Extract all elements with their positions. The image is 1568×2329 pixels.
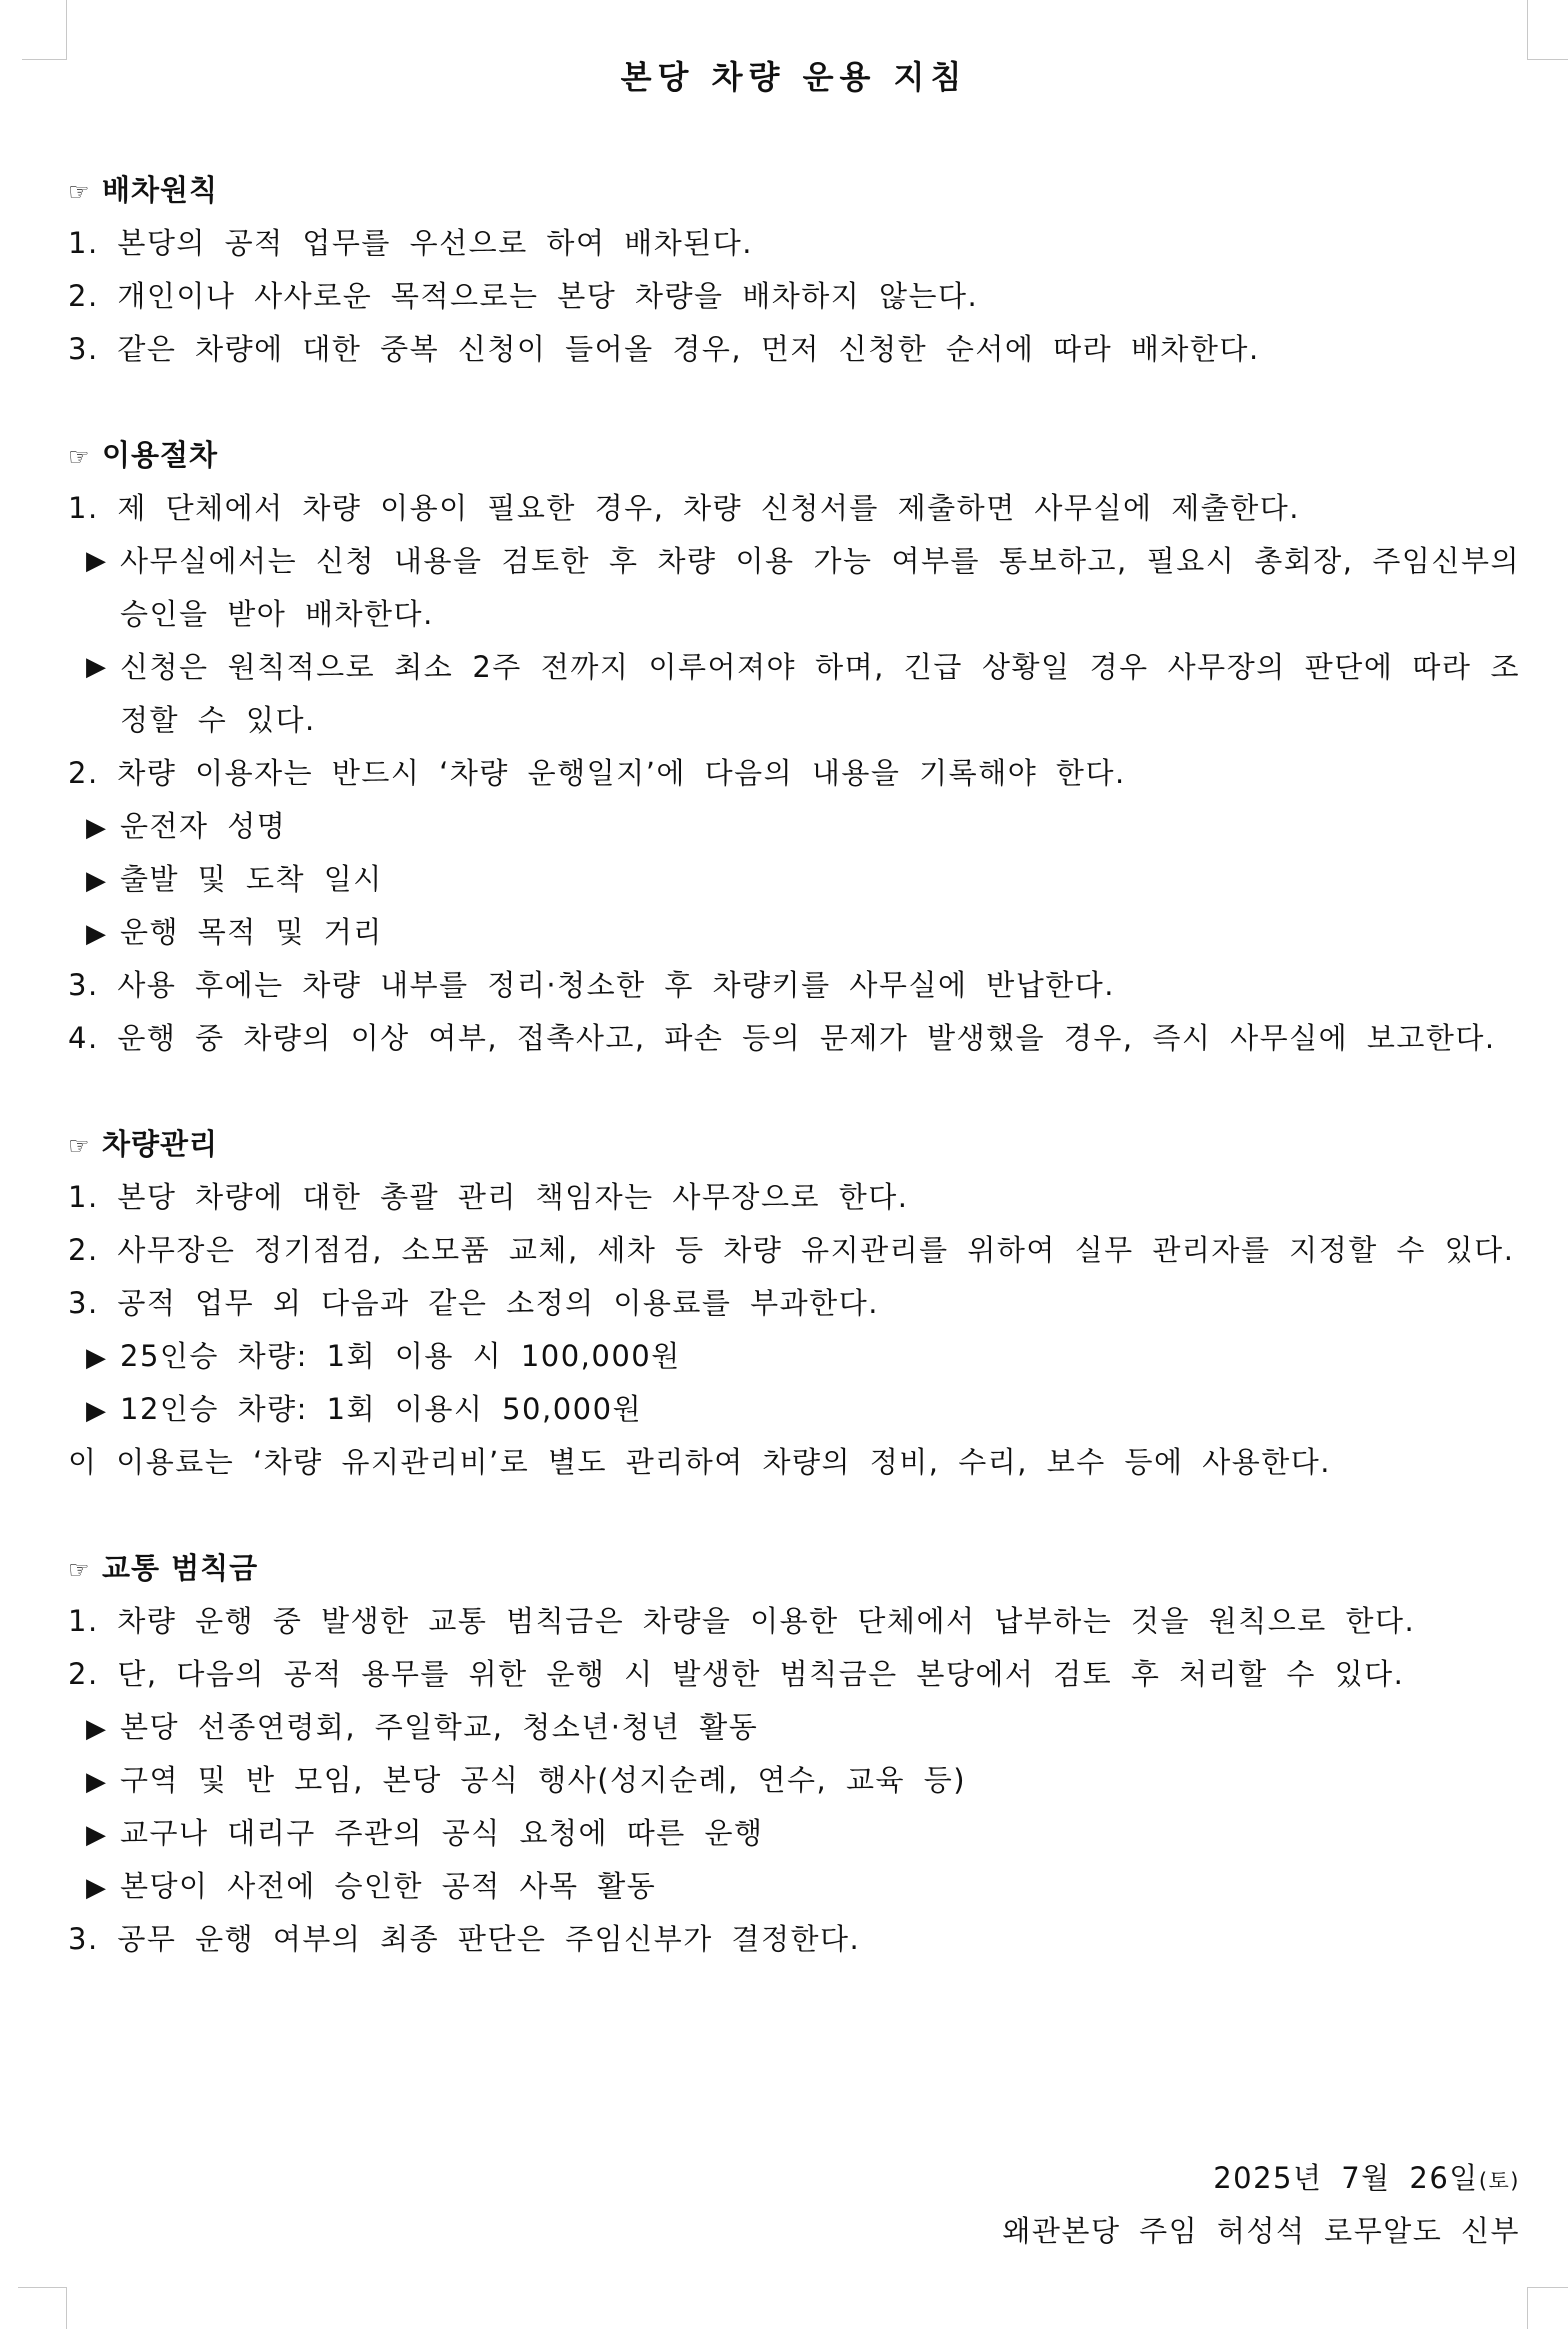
signature-block (1002, 2152, 1520, 2258)
section-heading-procedure: ☞ 이용절차 (68, 429, 1520, 482)
triangle-bullet-icon: ▶ (86, 1820, 108, 1850)
list-item: 2. 차량 이용자는 반드시 ‘차량 운행일지’에 다음의 내용을 기록해야 한다. (68, 756, 1126, 790)
sub-list-item: ▶ 본당 선종연령회, 주일학교, 청소년·청년 활동 (68, 1701, 1520, 1754)
triangle-bullet-icon: ▶ (86, 1396, 108, 1426)
list-item: 3. 공적 업무 외 다음과 같은 소정의 이용료를 부과한다. (68, 1286, 879, 1320)
sub-list-item: ▶ 본당이 사전에 승인한 공적 사목 활동 (68, 1860, 1520, 1913)
sub-list-item: ▶ 교구나 대리구 주관의 공식 요청에 따른 운행 (68, 1807, 1520, 1860)
fee-note: 이 이용료는 ‘차량 유지관리비’로 별도 관리하여 차량의 정비, 수리, 보수 등에 사용한다. (68, 1445, 1331, 1479)
list-item: 3. 사용 후에는 차량 내부를 정리·청소한 후 차량키를 사무실에 반납한다. (68, 968, 1115, 1002)
triangle-bullet-icon: ▶ (86, 652, 106, 682)
list-item: 1. 제 단체에서 차량 이용이 필요한 경우, 차량 신청서를 제출하면 사무실에 제출한다. (68, 491, 1300, 525)
sub-list-item: ▶ 구역 및 반 모임, 본당 공식 행사(성지순례, 연수, 교육 등) (68, 1754, 1520, 1807)
pointing-hand-icon: ☞ (68, 1132, 91, 1160)
fee-item: ▶ 12인승 차량: 1회 이용시 50,000원 (68, 1383, 1520, 1436)
sub-list-item: ▶ 신청은 원칙적으로 최소 2주 전까지 이루어져야 하며, 긴급 상황일 경우 사무장의 판단에 따라 조정할 수 있다. (68, 641, 1520, 747)
triangle-bullet-icon: ▶ (86, 866, 108, 896)
document-body (68, 164, 1520, 1966)
section-heading-dispatch: ☞ 배차원칙 (68, 164, 1520, 217)
list-item: 3. 같은 차량에 대한 중복 신청이 들어올 경우, 먼저 신청한 순서에 따라 배차한다. (68, 332, 1260, 366)
triangle-bullet-icon: ▶ (86, 1873, 108, 1903)
triangle-bullet-icon: ▶ (86, 546, 106, 576)
pointing-hand-icon: ☞ (68, 1556, 91, 1584)
section-heading-vehicle-management: ☞ 차량관리 (68, 1118, 1520, 1171)
sub-list-item: ▶ 출발 및 도착 일시 (68, 853, 1520, 906)
list-item: 2. 개인이나 사사로운 목적으로는 본당 차량을 배차하지 않는다. (68, 279, 979, 313)
list-item: 2. 단, 다음의 공적 용무를 위한 운행 시 발생한 범칙금은 본당에서 검토 후 처리할 수 있다. (68, 1657, 1405, 1691)
section-heading-traffic-fines: ☞ 교통 범칙금 (68, 1542, 1520, 1595)
signature-date: 2025년 7월 26일(토) (1213, 2161, 1520, 2195)
triangle-bullet-icon: ▶ (86, 813, 108, 843)
triangle-bullet-icon: ▶ (86, 1343, 108, 1373)
list-item: 2. 사무장은 정기점검, 소모품 교체, 세차 등 차량 유지관리를 위하여 실무 관리자를 지정할 수 있다. (68, 1233, 1515, 1267)
list-item: 1. 본당 차량에 대한 총괄 관리 책임자는 사무장으로 한다. (68, 1180, 909, 1214)
signature-weekday: (토) (1478, 2169, 1520, 2193)
triangle-bullet-icon: ▶ (86, 1767, 108, 1797)
sub-list-item: ▶ 사무실에서는 신청 내용을 검토한 후 차량 이용 가능 여부를 통보하고, 필요시 총회장, 주임신부의 승인을 받아 배차한다. (68, 535, 1520, 641)
page-corner-mark-bottom-right (1527, 2287, 1568, 2329)
sub-list-item: ▶ 운전자 성명 (68, 800, 1520, 853)
list-item: 3. 공무 운행 여부의 최종 판단은 주임신부가 결정한다. (68, 1922, 861, 1956)
fee-item: ▶ 25인승 차량: 1회 이용 시 100,000원 (68, 1330, 1520, 1383)
page-corner-mark-bottom-left (18, 2287, 67, 2329)
page-corner-mark-top-left (22, 0, 67, 60)
page-corner-mark-top-right (1527, 0, 1568, 60)
pointing-hand-icon: ☞ (68, 443, 91, 471)
pointing-hand-icon: ☞ (68, 178, 91, 206)
triangle-bullet-icon: ▶ (86, 1714, 108, 1744)
triangle-bullet-icon: ▶ (86, 919, 108, 949)
sub-list-item: ▶ 운행 목적 및 거리 (68, 906, 1520, 959)
document-title: 본당 차량 운용 지침 (620, 58, 968, 96)
list-item: 1. 본당의 공적 업무를 우선으로 하여 배차된다. (68, 226, 753, 260)
list-item: 1. 차량 운행 중 발생한 교통 범칙금은 차량을 이용한 단체에서 납부하는 것을 원칙으로 한다. (68, 1604, 1416, 1638)
list-item: 4. 운행 중 차량의 이상 여부, 접촉사고, 파손 등의 문제가 발생했을 경우, 즉시 사무실에 보고한다. (68, 1021, 1496, 1055)
signature-signer: 왜관본당 주임 허성석 로무알도 신부 (1002, 2214, 1520, 2248)
